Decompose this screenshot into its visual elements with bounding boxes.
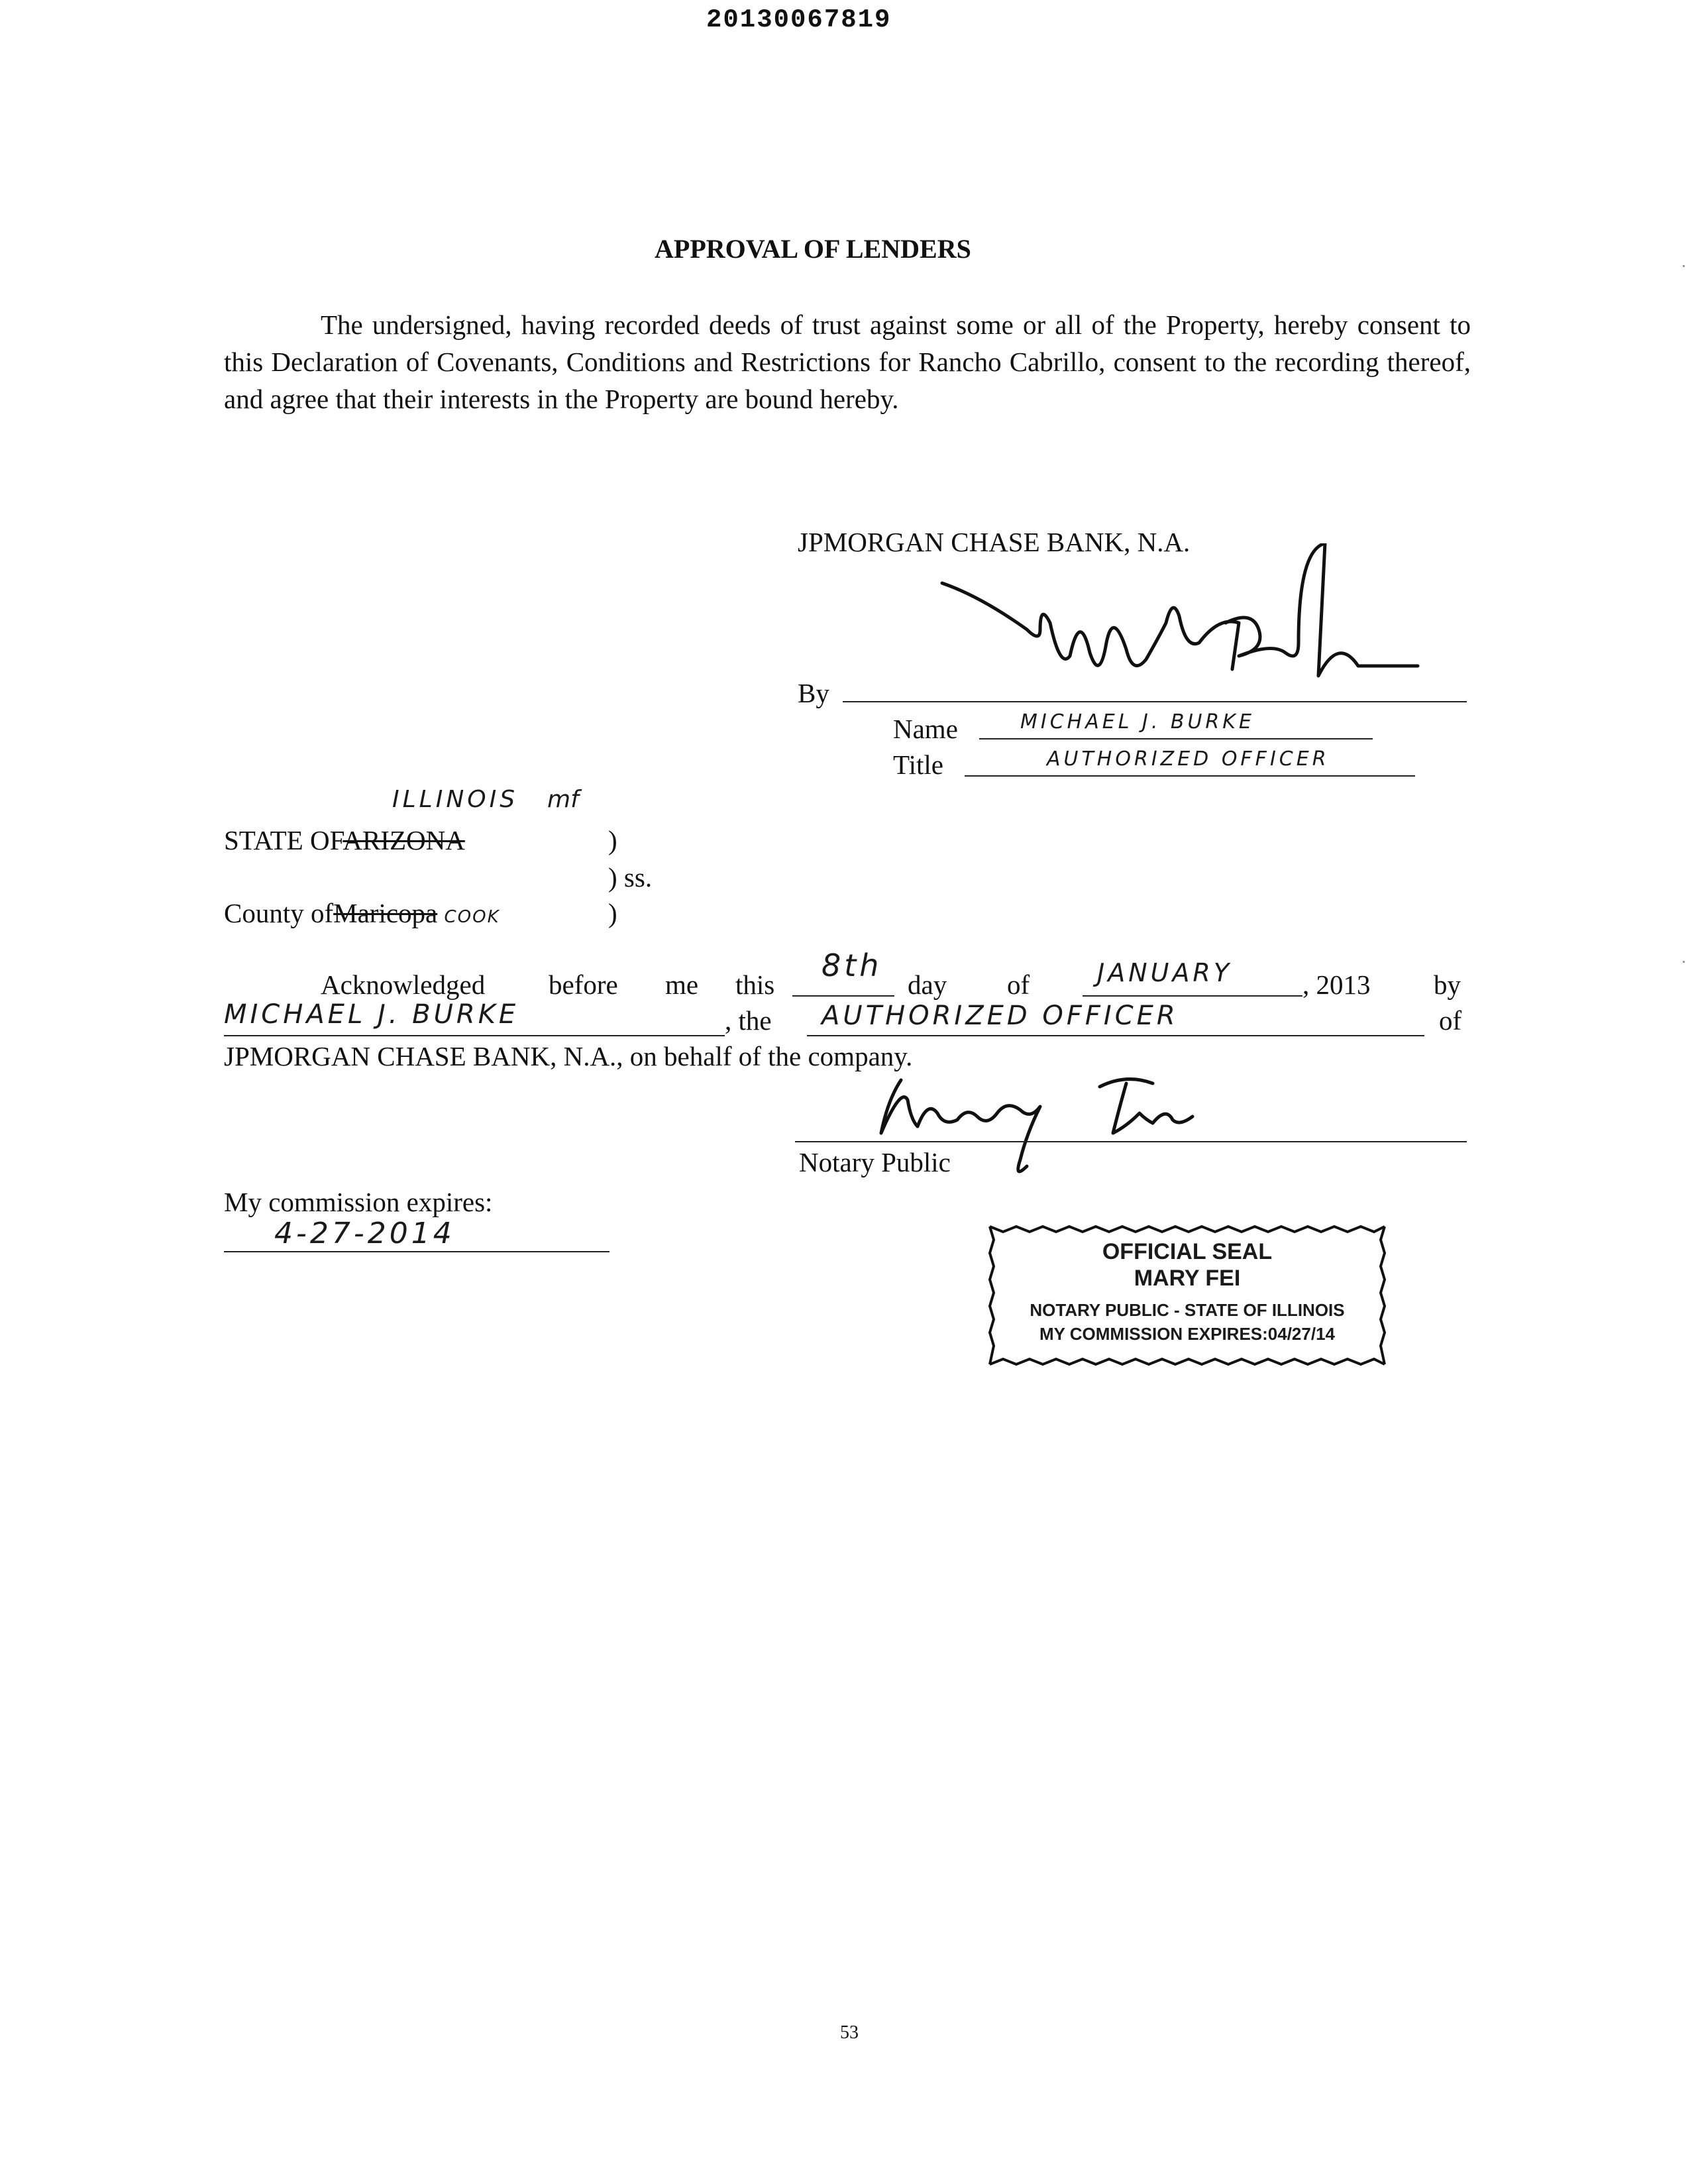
seal-line-3: NOTARY PUBLIC - STATE OF ILLINOIS (1030, 1300, 1345, 1320)
month-value: JANUARY (1097, 958, 1233, 987)
title-value: AUTHORIZED OFFICER (1047, 747, 1330, 771)
ack-word-4: this (735, 969, 775, 1000)
state-struck: ARIZONA (343, 825, 465, 855)
seal-line-2: MARY FEI (1134, 1266, 1241, 1291)
ack-word-2: before (549, 969, 618, 1000)
day-value: 8th (822, 948, 882, 983)
county-handwritten: COOK (444, 907, 500, 927)
county-paren: ) (608, 898, 617, 928)
state-paren: ) (608, 825, 617, 855)
name-line (979, 738, 1373, 739)
ack-of: of (1007, 969, 1030, 1000)
role-line (807, 1035, 1424, 1036)
ack-word-1: Acknowledged (321, 969, 486, 1000)
page-title: APPROVAL OF LENDERS (655, 234, 971, 264)
bank-name: JPMORGAN CHASE BANK, N.A. (798, 527, 1191, 557)
ack-by: by (1434, 969, 1461, 1000)
commission-label: My commission expires: (224, 1187, 493, 1217)
commission-date: 4-27-2014 (274, 1217, 455, 1250)
state-handwritten: ILLINOIS (392, 786, 519, 813)
ack-closing: JPMORGAN CHASE BANK, N.A., on behalf of the company. (224, 1041, 913, 1071)
scan-mark (1683, 265, 1685, 267)
page-number: 53 (840, 2022, 859, 2043)
signature-image (928, 543, 1431, 709)
role-value: AUTHORIZED OFFICER (822, 1001, 1179, 1031)
seal-line-1: OFFICIAL SEAL (1102, 1239, 1273, 1264)
ack-of-2: of (1439, 1005, 1462, 1036)
county-struck: Maricopa (333, 898, 438, 928)
ss-mark: ) ss. (608, 862, 653, 893)
county-label: County of (224, 898, 334, 928)
day-line (792, 995, 894, 997)
ack-the: , the (725, 1005, 772, 1036)
name-label: Name (893, 714, 958, 744)
commission-line (224, 1251, 610, 1252)
notary-line (795, 1141, 1467, 1142)
name-value: MICHAEL J. BURKE (1020, 710, 1255, 734)
state-label: STATE OF (224, 825, 343, 855)
document-number: 20130067819 (706, 5, 892, 34)
month-line (1083, 995, 1302, 997)
state-line (224, 822, 465, 859)
ack-word-3: me (665, 969, 699, 1000)
notary-label: Notary Public (799, 1147, 951, 1177)
ack-year: , 2013 (1302, 969, 1371, 1000)
by-label: By (798, 678, 829, 708)
seal-line-4: MY COMMISSION EXPIRES:04/27/14 (1039, 1324, 1335, 1344)
signature-line (843, 701, 1467, 702)
title-label: Title (893, 749, 943, 780)
county-line (224, 895, 500, 936)
ack-day: day (908, 969, 947, 1000)
title-line (965, 775, 1415, 777)
person-line (224, 1035, 725, 1036)
body-paragraph: The undersigned, having recorded deeds of trust against some or all of the Property, hereby consent to this Declaration of Covenants, Conditions and Restrictions for Rancho Cabrillo, consent to the recording thereof, and agree that their interests in the Property are bound hereby. (224, 309, 1471, 414)
scan-mark (1683, 961, 1685, 963)
person-value: MICHAEL J. BURKE (224, 999, 519, 1030)
initials: mf (547, 786, 579, 813)
